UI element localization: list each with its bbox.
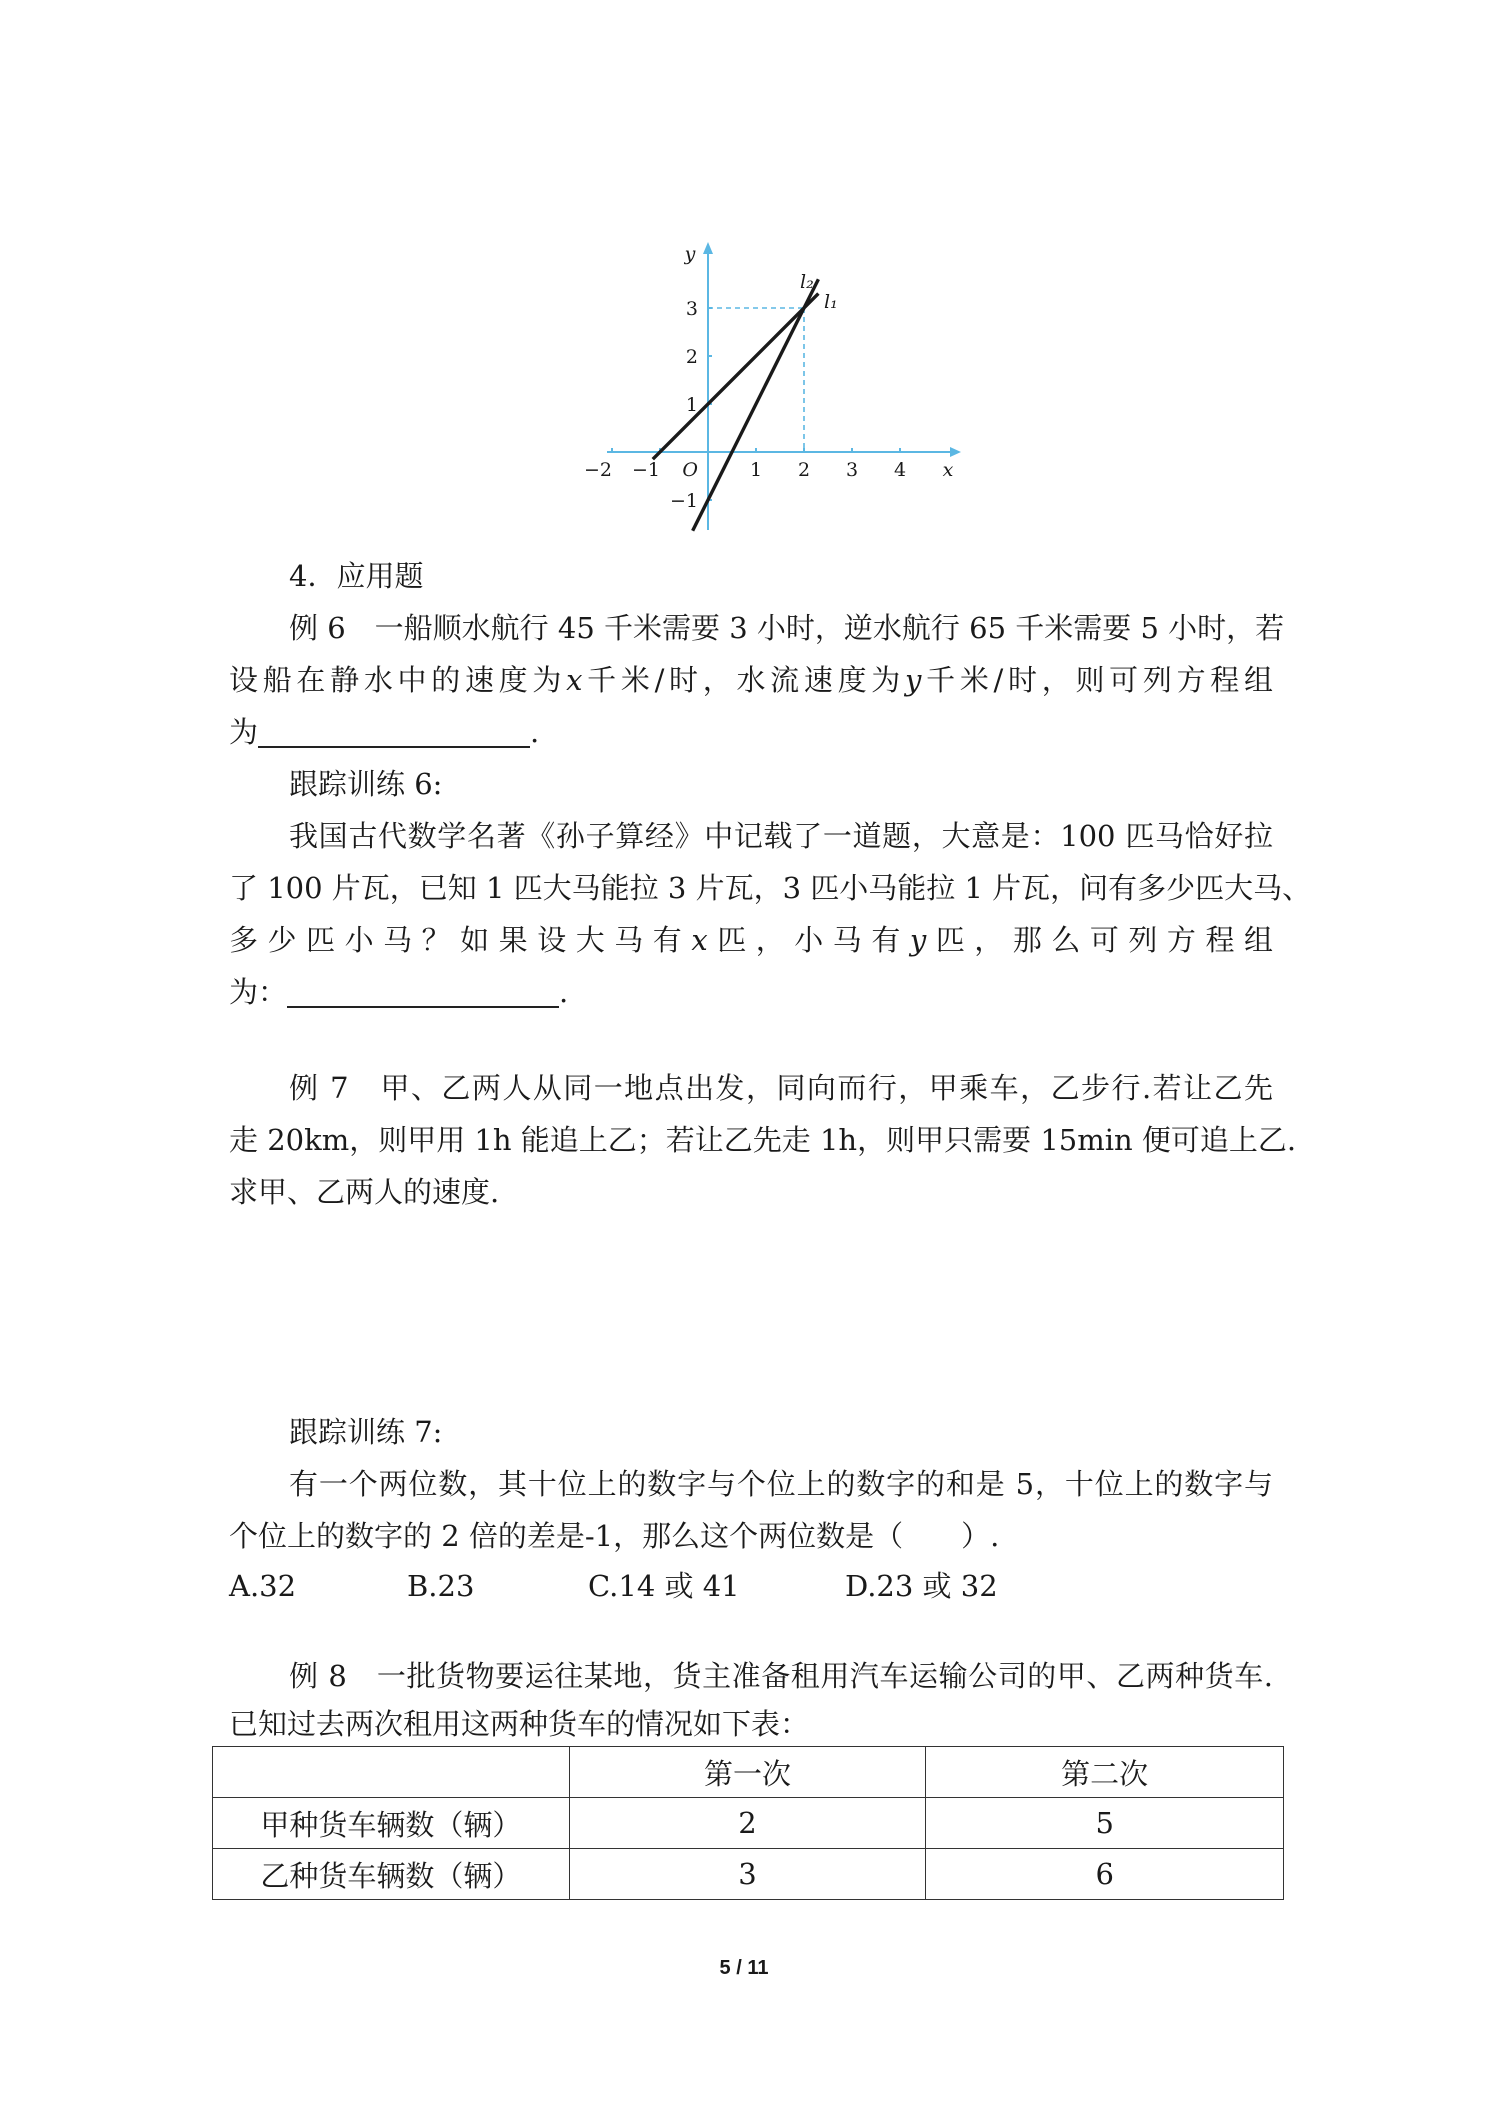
table-row	[213, 1849, 1284, 1900]
rental-table	[212, 1746, 1284, 1900]
origin-label: O	[682, 459, 698, 481]
table-header-row	[213, 1747, 1284, 1798]
example-7-line-2: 走 20km，则甲用 1h 能追上乙；若让乙先走 1h，则甲只需要 15min 便可追上乙.	[229, 1123, 1297, 1157]
example-6-line-3: 为 .	[229, 715, 540, 749]
axes	[607, 242, 961, 530]
table-cell: 甲种货车辆数（辆）	[213, 1798, 570, 1849]
y-tick-label: 3	[685, 298, 698, 320]
example-8-line-1: 例 8 一批货物要运往某地，货主准备租用汽车运输公司的甲、乙两种货车.	[289, 1659, 1273, 1693]
training-6-line-3: 多少匹小马？如果设大马有x匹，小马有y匹，那么可列方程组	[229, 923, 1273, 957]
training-7-line-1: 有一个两位数，其十位上的数字与个位上的数字的和是 5，十位上的数字与	[289, 1467, 1273, 1501]
x-tick-label: −1	[631, 459, 661, 481]
x-tick-label: 4	[893, 459, 907, 481]
y-axis-label: y	[684, 243, 696, 265]
page-number: 5 / 11	[719, 1957, 769, 1979]
table-header-cell: 第一次	[569, 1747, 926, 1798]
y-tick-label: 2	[685, 346, 698, 368]
option-c[interactable]: C.14 或 41	[588, 1569, 740, 1603]
table-cell: 6	[926, 1849, 1284, 1900]
table-cell: 3	[569, 1849, 926, 1900]
line-label-l1: l₁	[824, 291, 838, 313]
training-6-line-2: 了 100 片瓦，已知 1 匹大马能拉 3 片瓦，3 匹小马能拉 1 片瓦，问有多少匹大马、	[229, 871, 1312, 905]
x-tick-label: −2	[583, 459, 613, 481]
function-graph	[583, 240, 965, 540]
line-label-l2: l₂	[800, 271, 814, 293]
table-cell: 2	[569, 1798, 926, 1849]
training-6-line-4: 为： .	[229, 975, 569, 1009]
x-tick-label: 2	[797, 459, 811, 481]
training-6-title: 跟踪训练 6:	[289, 767, 443, 801]
x-axis-arrow	[950, 447, 961, 457]
dashed-guides	[708, 308, 804, 452]
training-7-line-2: 个位上的数字的 2 倍的差是-1，那么这个两位数是（ ）.	[229, 1519, 1000, 1553]
x-axis-label: x	[942, 459, 954, 481]
x-tick-label: 1	[749, 459, 763, 481]
option-a[interactable]: A.32	[229, 1569, 297, 1603]
training-6-line-1: 我国古代数学名著《孙子算经》中记载了一道题，大意是：100 匹马恰好拉	[289, 819, 1273, 853]
y-tick-label: 1	[685, 394, 698, 416]
example-7-line-1: 例 7 甲、乙两人从同一地点出发，同向而行，甲乘车，乙步行.若让乙先	[289, 1071, 1273, 1105]
table-header-cell: 第二次	[926, 1747, 1284, 1798]
y-axis-arrow	[703, 242, 713, 254]
table-header-cell	[213, 1747, 570, 1798]
graph-line	[653, 294, 819, 460]
section-heading: 4．应用题	[289, 559, 424, 593]
example-8-line-2: 已知过去两次租用这两种货车的情况如下表：	[229, 1707, 810, 1741]
answer-blank[interactable]	[258, 718, 530, 748]
training-7-title: 跟踪训练 7:	[289, 1415, 443, 1449]
answer-blank[interactable]	[287, 978, 559, 1008]
x-tick-label: 3	[845, 459, 859, 481]
table-row	[213, 1798, 1284, 1849]
option-b[interactable]: B.23	[407, 1569, 475, 1603]
y-tick-label: −1	[669, 490, 698, 512]
option-d[interactable]: D.23 或 32	[845, 1569, 998, 1603]
table-cell: 5	[926, 1798, 1284, 1849]
table-cell: 乙种货车辆数（辆）	[213, 1849, 570, 1900]
example-6-line-2: 设船在静水中的速度为x千米/时，水流速度为y千米/时，则可列方程组	[229, 663, 1273, 697]
example-7-line-3: 求甲、乙两人的速度.	[229, 1175, 500, 1209]
example-6-line-1: 例 6 一船顺水航行 45 千米需要 3 小时，逆水航行 65 千米需要 5 小时，若	[289, 611, 1285, 645]
